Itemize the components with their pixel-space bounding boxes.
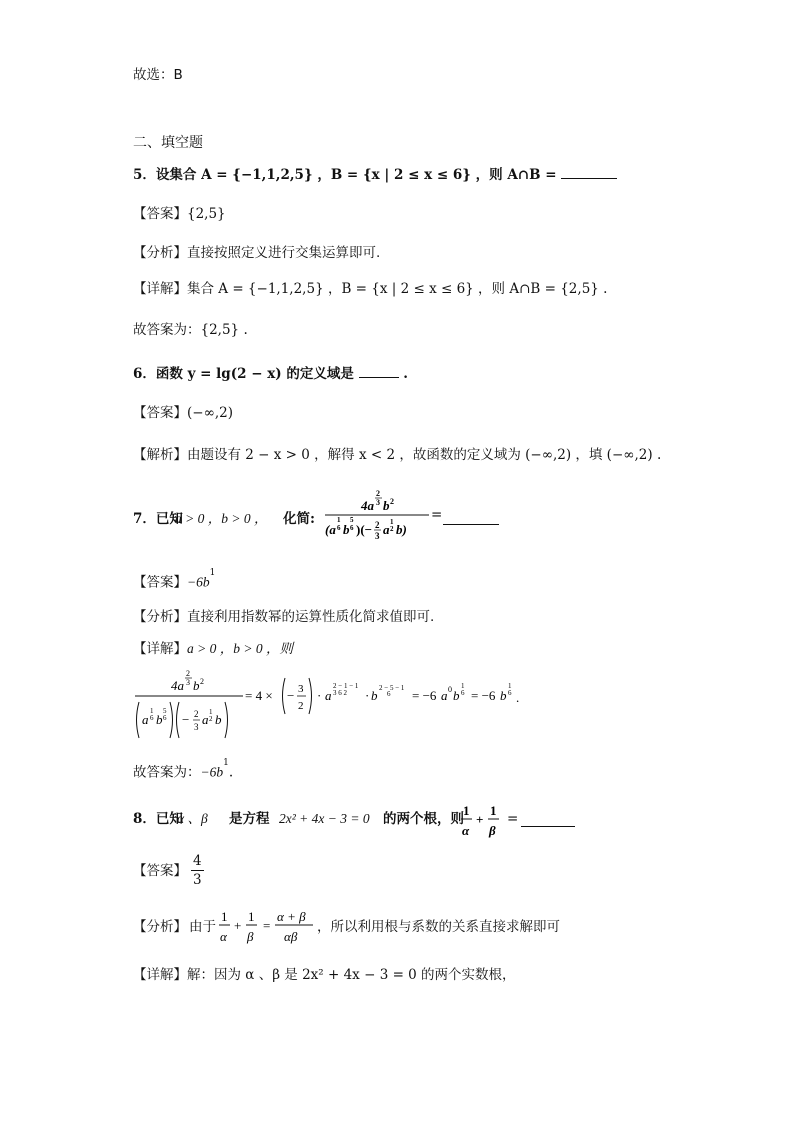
conclusion-text: 故答案为： <box>133 764 201 781</box>
detail-text: 集合 A = {−1,1,2,5} ，B = {x | 2 ≤ x ≤ 6} ，则 A∩B = {2,5} . <box>187 281 608 297</box>
q7-detail <box>133 640 293 658</box>
answer-blank <box>443 510 499 525</box>
question-8-equation: 2x² + 4x − 3 = 0 <box>279 811 370 826</box>
svg-text:−: − <box>287 688 295 703</box>
answer-value: (−∞,2) <box>187 405 233 421</box>
svg-text:= −6: = −6 <box>412 688 437 703</box>
svg-text:6: 6 <box>163 714 167 722</box>
q7-answer: 【答案】$-6b^1$ <box>133 568 216 591</box>
svg-text:2: 2 <box>200 677 204 686</box>
svg-text:3: 3 <box>375 531 380 541</box>
svg-text:1: 1 <box>248 909 255 924</box>
q8-detail <box>133 966 516 984</box>
svg-text:3: 3 <box>194 722 199 732</box>
q5-detail <box>133 280 607 298</box>
svg-text:a: a <box>441 688 448 703</box>
svg-text:a: a <box>142 712 149 727</box>
svg-text:β: β <box>247 929 254 944</box>
q5-conclusion: 故答案为：{2,5} . <box>133 322 248 338</box>
svg-text:6: 6 <box>387 690 391 698</box>
svg-text:2: 2 <box>298 700 304 712</box>
analysis-post: ，所以利用根与系数的关系直接求解即可 <box>317 919 560 935</box>
svg-text:b: b <box>343 522 350 537</box>
question-6-text: 6．函数 y = lg(2 − x) 的定义域是 <box>133 366 354 382</box>
explain-tag: 【解析】 <box>133 447 187 463</box>
question-6-end: . <box>403 366 408 382</box>
detail-tag: 【详解】 <box>133 967 187 983</box>
svg-text:a: a <box>325 688 332 703</box>
question-7-cond: a > 0 ，b > 0 ， <box>175 511 268 526</box>
q7-conclusion: 故答案为：$-6b^1$. <box>133 758 234 781</box>
svg-text:1: 1 <box>463 803 470 818</box>
answer-blank <box>561 164 617 179</box>
svg-text:6: 6 <box>150 714 154 722</box>
svg-text:+: + <box>476 812 484 827</box>
q5-analysis <box>133 244 380 262</box>
svg-text:6: 6 <box>350 524 354 532</box>
svg-text:2: 2 <box>194 709 199 719</box>
analysis-tag: 【分析】 <box>133 609 187 625</box>
svg-text:1: 1 <box>461 682 465 690</box>
final-choice: 故选：B <box>133 67 183 83</box>
svg-text:.: . <box>516 690 520 705</box>
detail-tag: 【详解】 <box>133 641 187 657</box>
svg-text:0: 0 <box>448 685 452 694</box>
answer-tag: 【答案】 <box>133 405 187 421</box>
analysis-tag: 【分析】 <box>133 245 187 261</box>
svg-text:4a: 4a <box>171 678 184 693</box>
svg-text:αβ: αβ <box>284 929 298 944</box>
svg-text:b: b <box>156 712 163 727</box>
svg-text:+: + <box>234 918 242 933</box>
analysis-pre: 由于 <box>189 919 216 935</box>
question-5-text: 5．设集合 A = {−1,1,2,5} ，B = {x | 2 ≤ x ≤ 6} ，则 A∩B = <box>133 167 557 183</box>
svg-text:1: 1 <box>221 909 228 924</box>
svg-text:a: a <box>383 522 390 537</box>
svg-text:α: α <box>462 823 470 838</box>
svg-text:1: 1 <box>209 708 213 716</box>
analysis-tag: 【分析】 <box>133 919 187 935</box>
q7-analysis <box>133 608 434 626</box>
svg-text:·: · <box>317 688 322 703</box>
svg-text:1: 1 <box>150 707 154 715</box>
svg-text:b: b <box>383 498 390 513</box>
svg-text:6: 6 <box>508 689 512 697</box>
answer-tag: 【答案】 <box>133 206 187 222</box>
svg-text:)(−: )(− <box>356 522 373 537</box>
answer-blank <box>521 812 575 827</box>
section-title: 二、填空题 <box>133 135 203 151</box>
svg-text:= 4 ×: = 4 × <box>245 688 273 703</box>
answer-tag: 【答案】 <box>133 863 187 879</box>
svg-text:2: 2 <box>209 715 213 723</box>
svg-text:·: · <box>365 688 370 703</box>
svg-text:1: 1 <box>337 516 341 524</box>
answer-blank <box>359 363 399 378</box>
svg-text:b: b <box>500 688 507 703</box>
question-7-simplify: 化简: <box>283 511 315 527</box>
svg-text:b: b <box>215 712 222 727</box>
svg-text:α: α <box>220 929 227 944</box>
explain-text: 由题设有 2 − x > 0 ，解得 x < 2 ，故函数的定义域为 (−∞,2) ，填 (−∞,2) . <box>187 447 662 463</box>
svg-text:b: b <box>453 688 460 703</box>
answer-fraction <box>191 852 204 889</box>
answer-value: −6b <box>187 574 210 590</box>
svg-text:2 − 1 − 1: 2 − 1 − 1 <box>333 682 359 690</box>
svg-text:b: b <box>371 688 378 703</box>
question-8-prefix: 8．已知 <box>133 811 183 827</box>
svg-text:2: 2 <box>376 489 380 498</box>
svg-text:1: 1 <box>390 518 394 526</box>
svg-text:= −6: = −6 <box>471 688 496 703</box>
svg-text:α + β: α + β <box>277 909 306 924</box>
svg-text:3: 3 <box>298 683 304 695</box>
svg-text:1: 1 <box>490 803 497 818</box>
answer-denominator: 3 <box>193 872 202 888</box>
svg-text:−: − <box>182 712 190 727</box>
answer-value: {2,5} <box>187 206 226 222</box>
svg-text:=: = <box>263 918 271 933</box>
q5-answer <box>133 205 226 223</box>
svg-text:5: 5 <box>350 516 354 524</box>
q7-calculation <box>133 664 523 744</box>
answer-tag: 【答案】 <box>133 574 187 591</box>
svg-text:1: 1 <box>508 682 512 690</box>
q8-identity <box>217 906 317 948</box>
question-8-roots: α 、β <box>177 811 208 826</box>
svg-text:3: 3 <box>376 498 380 507</box>
svg-text:6: 6 <box>461 689 465 697</box>
svg-text:b): b) <box>396 522 407 537</box>
svg-text:6: 6 <box>337 524 341 532</box>
question-8-suffix: 的两个根，则 <box>383 811 464 827</box>
svg-text:(a: (a <box>325 522 336 537</box>
detail-tag: 【详解】 <box>133 281 187 297</box>
svg-text:2: 2 <box>390 497 394 506</box>
svg-text:4a: 4a <box>361 498 374 513</box>
equals: = <box>431 507 443 523</box>
q6-explain <box>133 446 661 464</box>
svg-text:5: 5 <box>163 707 167 715</box>
detail-text: 解：因为 α 、β 是 2x² + 4x − 3 = 0 的两个实数根， <box>187 967 516 983</box>
analysis-text: 直接利用指数幂的运算性质化简求值即可. <box>187 609 435 625</box>
question-7-prefix: 7．已知 <box>133 511 183 527</box>
svg-text:2 − 5 − 1: 2 − 5 − 1 <box>379 684 405 692</box>
svg-text:2: 2 <box>186 669 190 678</box>
svg-text:2: 2 <box>390 525 394 533</box>
question-8-middle: 是方程 <box>229 811 270 827</box>
svg-text:a: a <box>202 712 209 727</box>
equals: = <box>507 811 519 827</box>
question-5 <box>133 164 617 184</box>
svg-text:b: b <box>193 678 200 693</box>
svg-text:3 6 2: 3 6 2 <box>333 689 347 697</box>
analysis-text: 直接按照定义进行交集运算即可. <box>187 245 381 261</box>
question-6 <box>133 363 408 383</box>
answer-numerator: 4 <box>193 853 202 869</box>
detail-text: a > 0 ，b > 0 ，则 <box>187 641 293 656</box>
svg-text:2: 2 <box>375 520 380 530</box>
svg-text:3: 3 <box>186 678 190 687</box>
q6-answer <box>133 404 233 422</box>
q7-fraction <box>323 484 433 542</box>
svg-text:β: β <box>489 823 496 838</box>
